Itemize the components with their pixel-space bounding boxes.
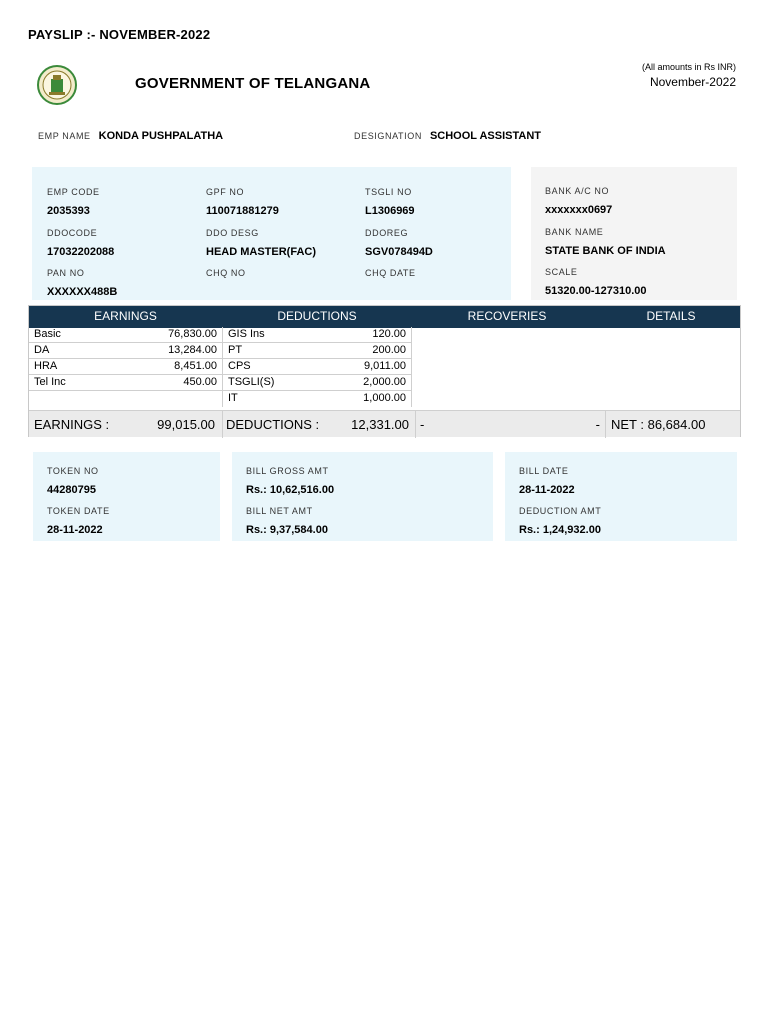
payslip-title: PAYSLIP :- NOVEMBER-2022	[28, 27, 211, 42]
bill-amount-panel	[232, 452, 493, 541]
token-no-value: 44280795	[47, 484, 96, 496]
bank-info-panel	[531, 167, 737, 300]
divider	[415, 411, 416, 438]
table-row	[29, 391, 412, 407]
header-details: DETAILS	[646, 309, 696, 323]
bank-name-field	[545, 227, 666, 259]
earning-amount: 450.00	[183, 376, 217, 388]
designation-label: DESIGNATION	[354, 131, 422, 141]
header-earnings: EARNINGS	[94, 309, 157, 323]
emp-name-label: EMP NAME	[38, 131, 91, 141]
pan-value: XXXXXX488B	[47, 286, 118, 298]
bill-gross-field	[246, 466, 334, 498]
bill-gross-label: BILL GROSS AMT	[246, 466, 329, 476]
deductions-total-label: DEDUCTIONS :	[226, 417, 320, 432]
bank-acc-field	[545, 186, 612, 218]
header-month: November-2022	[649, 75, 736, 89]
token-date-field	[47, 506, 110, 538]
chq-no-label: CHQ NO	[206, 268, 246, 278]
government-title: GOVERNMENT OF TELANGANA	[135, 75, 371, 92]
gpf-field	[206, 187, 279, 219]
deduction-amt-field	[519, 506, 601, 538]
earning-name: Basic	[34, 328, 61, 340]
emp-code-label: EMP CODE	[47, 187, 100, 197]
earning-name: DA	[34, 344, 50, 356]
earnings-total-label: EARNINGS :	[34, 417, 110, 432]
earning-name: Tel Inc	[34, 376, 66, 388]
deduction-amount: 120.00	[372, 328, 406, 340]
pan-field	[47, 268, 117, 300]
emp-code-field	[47, 187, 100, 219]
table-row	[29, 343, 412, 359]
deduction-cell	[222, 343, 412, 359]
earning-cell	[29, 343, 222, 359]
chq-no-field	[206, 268, 246, 282]
deduction-name: CPS	[228, 360, 251, 372]
table-row	[29, 375, 412, 391]
deduction-name: PT	[228, 344, 243, 356]
deduction-cell	[222, 391, 412, 407]
ddocode-field	[47, 228, 114, 260]
table-row	[29, 327, 412, 343]
deduction-amount: 9,011.00	[363, 360, 406, 372]
divider	[222, 411, 223, 438]
header-recoveries: RECOVERIES	[467, 309, 547, 323]
pan-label: PAN NO	[47, 268, 85, 278]
deduction-name: TSGLI(S)	[228, 376, 275, 388]
token-date-label: TOKEN DATE	[47, 506, 110, 516]
earning-cell	[29, 359, 222, 375]
chq-date-field	[365, 268, 416, 282]
deduction-amt-value: Rs.: 1,24,932.00	[519, 524, 601, 536]
scale-value: 51320.00-127310.00	[545, 285, 647, 297]
scale-label: SCALE	[545, 267, 578, 277]
bill-date-label: BILL DATE	[519, 466, 569, 476]
earning-cell	[29, 327, 222, 343]
token-date-value: 28-11-2022	[47, 524, 103, 536]
divider	[605, 411, 606, 438]
deduction-amount: 200.00	[372, 344, 406, 356]
telangana-emblem-icon	[37, 65, 77, 105]
earning-cell	[29, 391, 222, 407]
deduction-cell	[222, 327, 412, 343]
totals-row	[29, 410, 740, 437]
bill-gross-value: Rs.: 10,62,516.00	[246, 484, 335, 496]
deduction-cell	[222, 375, 412, 391]
amount-note: (All amounts in Rs INR)	[641, 62, 736, 72]
earning-amount: 76,830.00	[168, 328, 217, 340]
bill-net-label: BILL NET AMT	[246, 506, 313, 516]
recoveries-total-left: -	[420, 417, 425, 432]
tsgli-field	[365, 187, 415, 219]
bill-date-value: 28-11-2022	[519, 484, 575, 496]
recoveries-total-right: -	[595, 417, 600, 432]
token-no-field	[47, 466, 99, 498]
bank-name-value: STATE BANK OF INDIA	[545, 245, 666, 257]
bill-net-value: Rs.: 9,37,584.00	[246, 524, 328, 536]
earning-amount: 13,284.00	[168, 344, 217, 356]
tsgli-label: TSGLI NO	[365, 187, 412, 197]
header-deductions: DEDUCTIONS	[277, 309, 357, 323]
designation-row	[354, 130, 541, 142]
table-header	[29, 306, 740, 328]
ddocode-label: DDOCODE	[47, 228, 98, 238]
emp-name-value: KONDA PUSHPALATHA	[98, 130, 224, 142]
deduction-name: IT	[228, 392, 238, 404]
earnings-total-value: 99,015.00	[157, 417, 215, 432]
bank-name-label: BANK NAME	[545, 227, 604, 237]
scale-field	[545, 267, 647, 299]
ddo-desg-field	[206, 228, 316, 260]
ddoreg-label: DDOREG	[365, 228, 409, 238]
ddo-desg-label: DDO DESG	[206, 228, 259, 238]
bill-date-panel	[505, 452, 737, 541]
table-row	[29, 359, 412, 375]
token-panel	[33, 452, 220, 541]
deduction-name: GIS Ins	[228, 328, 265, 340]
chq-date-label: CHQ DATE	[365, 268, 416, 278]
pay-table	[28, 305, 741, 437]
deductions-total-value: 12,331.00	[351, 417, 409, 432]
earning-cell	[29, 375, 222, 391]
bill-net-field	[246, 506, 328, 538]
ddo-desg-value: HEAD MASTER(FAC)	[206, 246, 316, 258]
tsgli-value: L1306969	[365, 205, 415, 217]
token-no-label: TOKEN NO	[47, 466, 99, 476]
employee-info-panel	[32, 167, 511, 300]
deduction-cell	[222, 359, 412, 375]
gpf-value: 110071881279	[206, 205, 279, 217]
bank-acc-label: BANK A/C NO	[545, 186, 610, 196]
deduction-amt-label: DEDUCTION AMT	[519, 506, 602, 516]
deduction-amount: 1,000.00	[363, 392, 406, 404]
deduction-amount: 2,000.00	[363, 376, 406, 388]
emp-code-value: 2035393	[47, 205, 90, 217]
ddoreg-value: SGV078494D	[365, 246, 433, 258]
earning-name: HRA	[34, 360, 58, 372]
bank-acc-value: xxxxxxx0697	[545, 204, 613, 216]
gpf-label: GPF NO	[206, 187, 245, 197]
designation-value: SCHOOL ASSISTANT	[429, 130, 541, 142]
ddoreg-field	[365, 228, 433, 260]
ddocode-value: 17032202088	[47, 246, 115, 258]
bill-date-field	[519, 466, 575, 498]
emp-name-row	[38, 130, 223, 142]
net-total: NET : 86,684.00	[611, 417, 706, 432]
earning-amount: 8,451.00	[174, 360, 217, 372]
